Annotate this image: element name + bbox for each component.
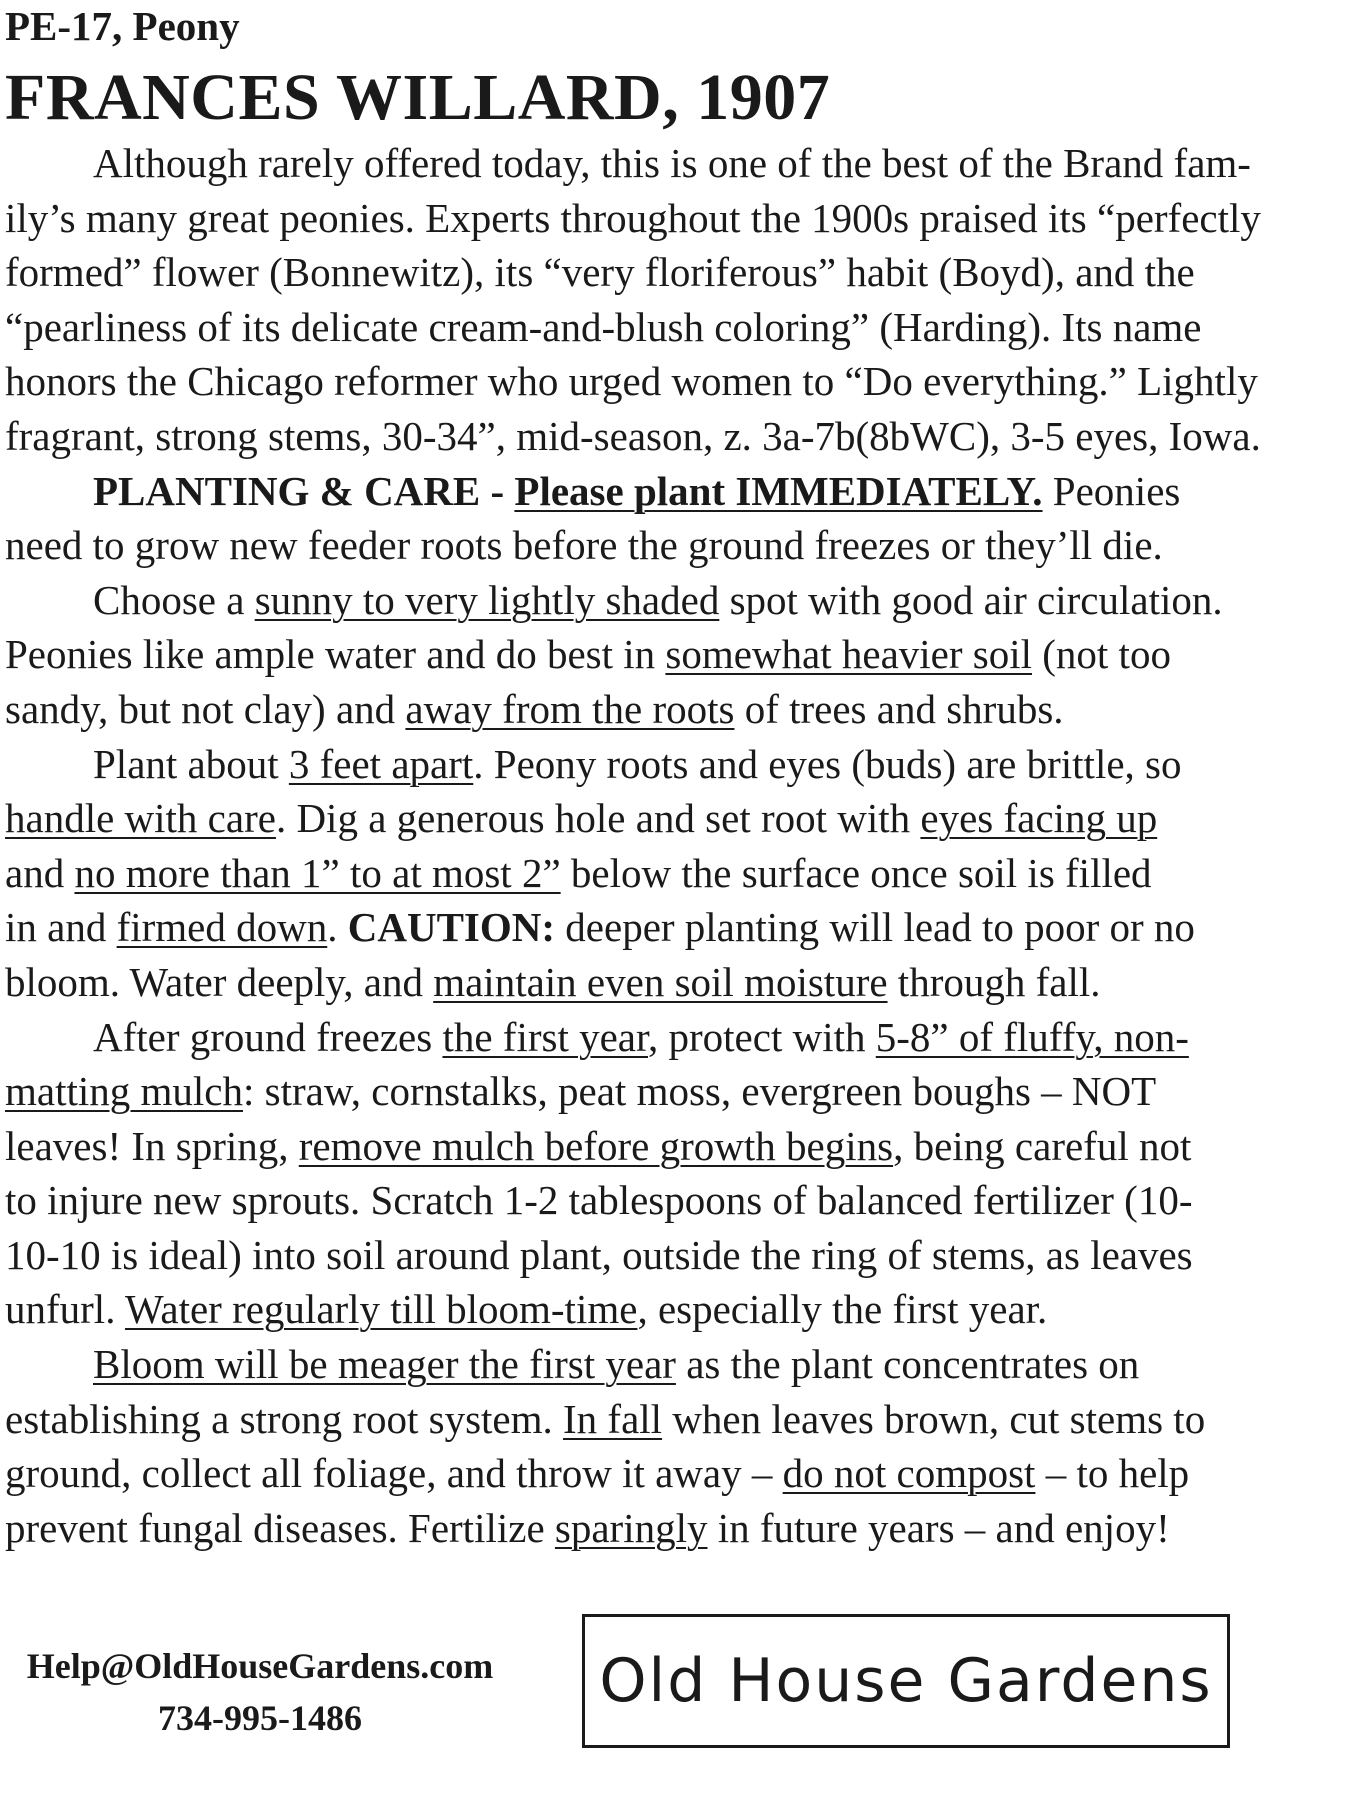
body-line bbox=[5, 627, 1305, 682]
page-title: FRANCES WILLARD, 1907 bbox=[5, 61, 831, 134]
body-text-run: Choose a bbox=[93, 576, 255, 623]
contact-block bbox=[0, 1640, 520, 1744]
body-text-run: . bbox=[327, 904, 348, 951]
body-text-run: prevent fungal diseases. Fertilize bbox=[5, 1504, 555, 1551]
body-text-run: . Dig a generous hole and set root with bbox=[275, 795, 921, 842]
body-text-run: unfurl. bbox=[5, 1286, 125, 1333]
body-text-run: honors the Chicago reformer who urged women to “Do everything.” Lightly bbox=[5, 358, 1258, 405]
body-text-run: when leaves brown, cut stems to bbox=[662, 1395, 1206, 1442]
body-line bbox=[5, 955, 1305, 1010]
body-text-run: – to help bbox=[1035, 1450, 1190, 1497]
body-text-run: . Peony roots and eyes (buds) are brittle, so bbox=[473, 740, 1182, 787]
body-text-run: (not too bbox=[1032, 631, 1171, 678]
body-line bbox=[5, 300, 1305, 355]
product-code: PE-17, Peony bbox=[5, 3, 240, 49]
body-text-run: to injure new sprouts. Scratch 1-2 tablespoons of balanced fertilizer (10- bbox=[5, 1177, 1193, 1224]
underlined-text: sparingly bbox=[554, 1504, 708, 1551]
body-line bbox=[5, 354, 1305, 409]
body-line bbox=[5, 409, 1305, 464]
body-line bbox=[5, 1282, 1305, 1337]
body-text-run: , being careful not bbox=[893, 1122, 1192, 1169]
bold-text: CAUTION: bbox=[347, 904, 556, 951]
body-line bbox=[5, 1010, 1305, 1065]
body-text-run: Although rarely offered today, this is one of the best of the Brand fam- bbox=[93, 140, 1251, 186]
body-text-run: : straw, cornstalks, peat moss, evergreen boughs – NOT bbox=[243, 1068, 1157, 1115]
bold-text: PLANTING & CARE - bbox=[93, 467, 515, 514]
company-logo bbox=[582, 1614, 1230, 1748]
body-line bbox=[5, 1337, 1305, 1392]
body-text-run: “pearliness of its delicate cream-and-blush coloring” (Harding). Its name bbox=[5, 303, 1202, 350]
body-text-run: After ground freezes bbox=[93, 1013, 443, 1060]
body-text-run: formed” flower (Bonnewitz), its “very floriferous” habit (Boyd), and the bbox=[5, 249, 1195, 296]
body-text-run: below the surface once soil is filled bbox=[560, 849, 1152, 896]
underlined-text: In fall bbox=[563, 1395, 663, 1442]
underlined-text: away from the roots bbox=[405, 685, 735, 732]
underlined-text: firmed down bbox=[116, 904, 328, 951]
body-text-run: Peonies like ample water and do best in bbox=[5, 631, 666, 678]
body-line bbox=[5, 1501, 1305, 1556]
body-text-run: Peonies bbox=[1042, 467, 1181, 514]
body-line bbox=[5, 846, 1305, 901]
body-text-run: ily’s many great peonies. Experts throughout the 1900s praised its “perfectly bbox=[5, 194, 1261, 241]
body-line bbox=[5, 136, 1305, 191]
body-line bbox=[5, 1446, 1305, 1501]
underlined-text: Please plant IMMEDIATELY. bbox=[514, 467, 1043, 514]
body-text-run: as the plant concentrates on bbox=[675, 1341, 1140, 1388]
body-line bbox=[5, 900, 1305, 955]
underlined-text: Water regularly till bloom-time bbox=[124, 1286, 638, 1333]
underlined-text: somewhat heavier soil bbox=[665, 631, 1033, 678]
underlined-text: remove mulch before growth begins bbox=[298, 1122, 894, 1169]
body-text-run: in future years – and enjoy! bbox=[707, 1504, 1170, 1551]
underlined-text: matting mulch bbox=[5, 1068, 243, 1115]
body-text-run: establishing a strong root system. bbox=[5, 1395, 564, 1442]
body-text-run: deeper planting will lead to poor or no bbox=[555, 904, 1195, 951]
underlined-text: sunny to very lightly shaded bbox=[254, 576, 720, 623]
body-line bbox=[5, 737, 1305, 792]
underlined-text: eyes facing up bbox=[920, 795, 1158, 842]
body-text-run: in and bbox=[5, 904, 117, 951]
underlined-text: the first year bbox=[442, 1013, 649, 1060]
body-text-run: 10-10 is ideal) into soil around plant, outside the ring of stems, as leaves bbox=[5, 1231, 1193, 1278]
underlined-text: Bloom will be meager the first year bbox=[93, 1341, 676, 1388]
body-text-run: need to grow new feeder roots before the ground freezes or they’ll die. bbox=[5, 522, 1163, 569]
planting-instructions bbox=[5, 136, 1305, 1555]
body-text-run: , protect with bbox=[648, 1013, 876, 1060]
body-text-run: fragrant, strong stems, 30-34”, mid-season, z. 3a-7b(8bWC), 3-5 eyes, Iowa. bbox=[5, 412, 1261, 459]
body-text-run: leaves! In spring, bbox=[5, 1122, 299, 1169]
body-text-run: , especially the first year. bbox=[637, 1286, 1048, 1333]
body-text-run: and bbox=[5, 849, 75, 896]
body-text-run: spot with good air circulation. bbox=[719, 576, 1223, 623]
underlined-text: handle with care bbox=[5, 795, 276, 842]
contact-phone: 734-995-1486 bbox=[158, 1698, 362, 1738]
body-line bbox=[5, 464, 1305, 519]
body-text-run: sandy, but not clay) and bbox=[5, 685, 406, 732]
body-line bbox=[5, 245, 1305, 300]
contact-email[interactable]: Help@OldHouseGardens.com bbox=[26, 1646, 494, 1686]
underlined-text: no more than 1” to at most 2” bbox=[74, 849, 561, 896]
body-text-run: ground, collect all foliage, and throw it away – bbox=[5, 1450, 783, 1497]
body-line bbox=[5, 191, 1305, 246]
body-line bbox=[5, 1064, 1305, 1119]
body-line bbox=[5, 791, 1305, 846]
body-line bbox=[5, 518, 1305, 573]
body-text-run: Plant about bbox=[93, 740, 289, 787]
body-text-run: through fall. bbox=[887, 958, 1101, 1005]
body-line bbox=[5, 1119, 1305, 1174]
body-line bbox=[5, 1173, 1305, 1228]
body-line bbox=[5, 1392, 1305, 1447]
body-text-run: of trees and shrubs. bbox=[734, 685, 1064, 732]
body-line bbox=[5, 682, 1305, 737]
underlined-text: do not compost bbox=[782, 1450, 1036, 1497]
underlined-text: 3 feet apart bbox=[288, 740, 474, 787]
logo-text: Old House Gardens bbox=[599, 1646, 1213, 1716]
body-line bbox=[5, 573, 1305, 628]
body-line bbox=[5, 1228, 1305, 1283]
underlined-text: maintain even soil moisture bbox=[433, 958, 888, 1005]
body-text-run: bloom. Water deeply, and bbox=[5, 958, 434, 1005]
underlined-text: 5-8” of fluffy, non- bbox=[875, 1013, 1189, 1060]
